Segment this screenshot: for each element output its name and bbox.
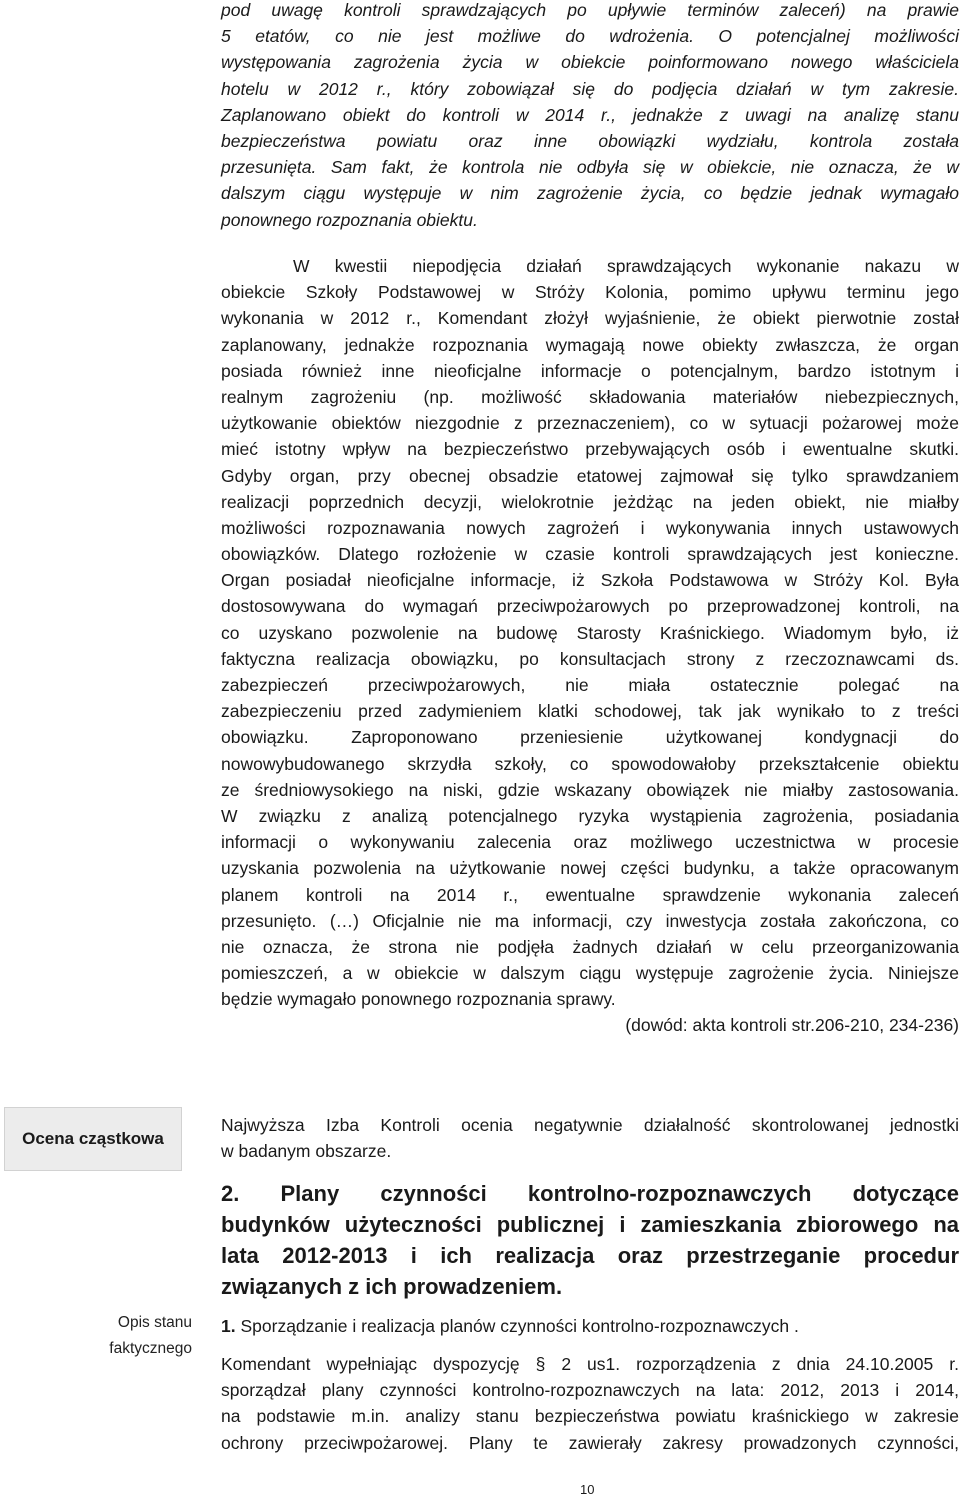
text-line: Gdyby organ, przy obecnej obsadzie etatowej zajmował się tylko sprawdzaniem: [221, 465, 959, 486]
text-line: nie oznacza, że strona nie podjęła żadnych działań w celu przeorganizowania: [221, 936, 959, 957]
text-line: W kwestii niepodjęcia działań sprawdzających wykonanie nakazu w: [293, 256, 959, 276]
subsection-title: [221, 1313, 959, 1339]
text-line: ochrony przeciwpożarowej. Plany te zawierały zakresy prowadzonych czynności,: [221, 1432, 959, 1453]
subsection-line: [221, 1313, 959, 1339]
text-line: obowiązku. Zaproponowano przeniesienie użytkowanej kondygnacji do: [221, 727, 959, 748]
facts-description-label: [60, 1310, 192, 1362]
text-line: realnym zagrożeniu (np. możliwość składowania materiałów niebezpiecznych,: [221, 386, 959, 407]
text-line: na podstawie m.in. analizy stanu bezpieczeństwa powiatu kraśnickiego w zakresie: [221, 1406, 959, 1427]
text-line: informacji o wykonywaniu zalecenia oraz możliwego uczestnictwa w procesie: [221, 832, 959, 853]
section-heading: [221, 1178, 959, 1302]
heading-line: lata 2012-2013 i ich realizacja oraz przestrzeganie procedur: [221, 1243, 959, 1268]
text-line: Najwyższa Izba Kontroli ocenia negatywnie działalność skontrolowanej jednostki: [221, 1115, 959, 1135]
subsection-text: Sporządzanie i realizacja planów czynności kontrolno-rozpoznawczych .: [240, 1316, 799, 1336]
heading-line: budynków użyteczności publicznej i zamieszkania zbiorowego na: [221, 1212, 959, 1237]
margin-sidebar: [0, 0, 200, 1501]
text-line: uzyskania pozwolenia na użytkowanie nowej części budynku, a także opracowanym: [221, 858, 959, 879]
text-line: dalszym ciągu występuje w nim zagrożenie życia, co będzie jednak wymagało: [221, 183, 959, 204]
text-line: hotelu w 2012 r., który zobowiązał się do podjęcia działań w tym zakresie.: [221, 78, 959, 99]
text-line: obiekcie Szkoły Podstawowej w Stróży Kolonia, pomimo upływu terminu jego: [221, 282, 959, 303]
subsection-number: 1.: [221, 1316, 236, 1336]
text-line: dostosowywana do wymagań przeciwpożarowych po przeprowadzonej kontroli, na: [221, 596, 959, 617]
text-line: Organ posiadał nieoficjalne informacje, iż Szkoła Podstawowa w Stróży Kol. Była: [221, 570, 959, 591]
evidence-reference: (dowód: akta kontroli str.206-210, 234-236): [625, 1015, 959, 1036]
facts-label-line: Opis stanu: [117, 1314, 192, 1331]
text-line: możliwości rozpoznawania nowych zagrożeń i wykonywania innych ustawowych: [221, 517, 959, 538]
text-line: przesunięta. Sam fakt, że kontrola nie odbyła się w obiekcie, nie oznacza, że w: [221, 157, 959, 178]
text-line: Komendant wypełniając dyspozycję § 2 us1. rozporządzenia z dnia 24.10.2005 r.: [221, 1354, 959, 1374]
page-number: 10: [580, 1482, 595, 1497]
plans-paragraph: [221, 1351, 959, 1456]
text-line: zaplanowany, jednakże rozpoznania wymagają nowe obiekty zwłaszcza, że organ: [221, 334, 959, 355]
text-line: występowania zagrożenia życia w obiekcie poinformowano nowego właściciela: [221, 52, 959, 73]
heading-line: 2. Plany czynności kontrolno-rozpoznawczych dotyczące: [221, 1181, 959, 1206]
text-line: będzie wymagało ponownego rozpoznania sprawy.: [221, 989, 616, 1010]
text-line: faktyczna realizacja obowiązku, po konsultacjach strony z rzeczoznawcami ds.: [221, 648, 959, 669]
text-line: ze średniowysokiego na niski, gdzie wskazany obowiązek nie miałby zastosowania.: [221, 779, 959, 800]
text-line: zabezpieczeniu przed zadymieniem klatki schodowej, tak jak wynikało to z treści: [221, 701, 959, 722]
text-line: nowowybudowanego skrzydła szkoły, co spowodowałoby przekształcenie obiektu: [221, 753, 959, 774]
explanation-paragraph: [221, 253, 959, 1039]
text-line: co uzyskano pozwolenie na budowę Starosty Kraśnickiego. Wiadomym było, iż: [221, 622, 959, 643]
text-line: mieć istotny wpływ na bezpieczeństwo przebywających osób i ewentualne skutki.: [221, 439, 959, 460]
text-line: zabezpieczeń przeciwpożarowych, nie miała ostatecznie polegać na: [221, 675, 959, 695]
text-line: użytkowanie obiektów niezgodnie z przeznaczeniem), co w sytuacji pożarowej może: [221, 413, 959, 434]
text-line: sporządzał plany czynności kontrolno-rozpoznawczych na lata: 2012, 2013 i 2014,: [221, 1380, 959, 1401]
assessment-paragraph: [221, 1112, 959, 1164]
text-line: przesunięto. (…) Oficjalnie nie ma informacji, czy inwestycja została zakończona, co: [221, 910, 959, 931]
text-line: pomieszczeń, a w obiekcie w dalszym ciągu występuje zagrożenie życia. Niniejsze: [221, 963, 959, 984]
text-line: w badanym obszarze.: [221, 1141, 392, 1162]
text-line: 5 etatów, co nie jest możliwe do wdrożenia. O potencjalnej możliwości: [221, 26, 959, 47]
partial-assessment-box: [4, 1107, 182, 1171]
text-line: wykonania w 2012 r., Komendant złożył wyjaśnienie, że obiekt pierwotnie został: [221, 308, 959, 329]
text-line: W związku z analizą potencjalnego ryzyka wystąpienia zagrożenia, posiadania: [221, 805, 959, 826]
text-line: ponownego rozpoznania obiektu.: [221, 209, 478, 230]
partial-assessment-label: Ocena cząstkowa: [22, 1129, 164, 1148]
text-line: obowiązków. Dlatego rozłożenie w czasie kontroli sprawdzających jest konieczne.: [221, 544, 959, 565]
heading-line: związanych z ich prowadzeniem.: [221, 1274, 563, 1299]
text-line: Zaplanowano obiekt do kontroli w 2014 r., jednakże z uwagi na analizę stanu: [221, 104, 959, 125]
facts-label-line: faktycznego: [109, 1340, 192, 1357]
text-line: realizacji poprzednich decyzji, wielokrotnie jeżdżąc na jeden obiekt, nie miałby: [221, 491, 959, 512]
text-line: bezpieczeństwa powiatu oraz inne obowiązki wydziału, kontrola została: [221, 130, 959, 151]
text-line: planem kontroli na 2014 r., ewentualne sprawdzenie wykonania zaleceń: [221, 884, 959, 905]
text-line: posiada również inne nieoficjalne informacje o potencjalnym, bardzo istotnym i: [221, 360, 959, 381]
italic-explanation-paragraph: [221, 0, 959, 233]
text-line: pod uwagę kontroli sprawdzających po upływie terminów zaleceń) na prawie: [221, 0, 959, 20]
